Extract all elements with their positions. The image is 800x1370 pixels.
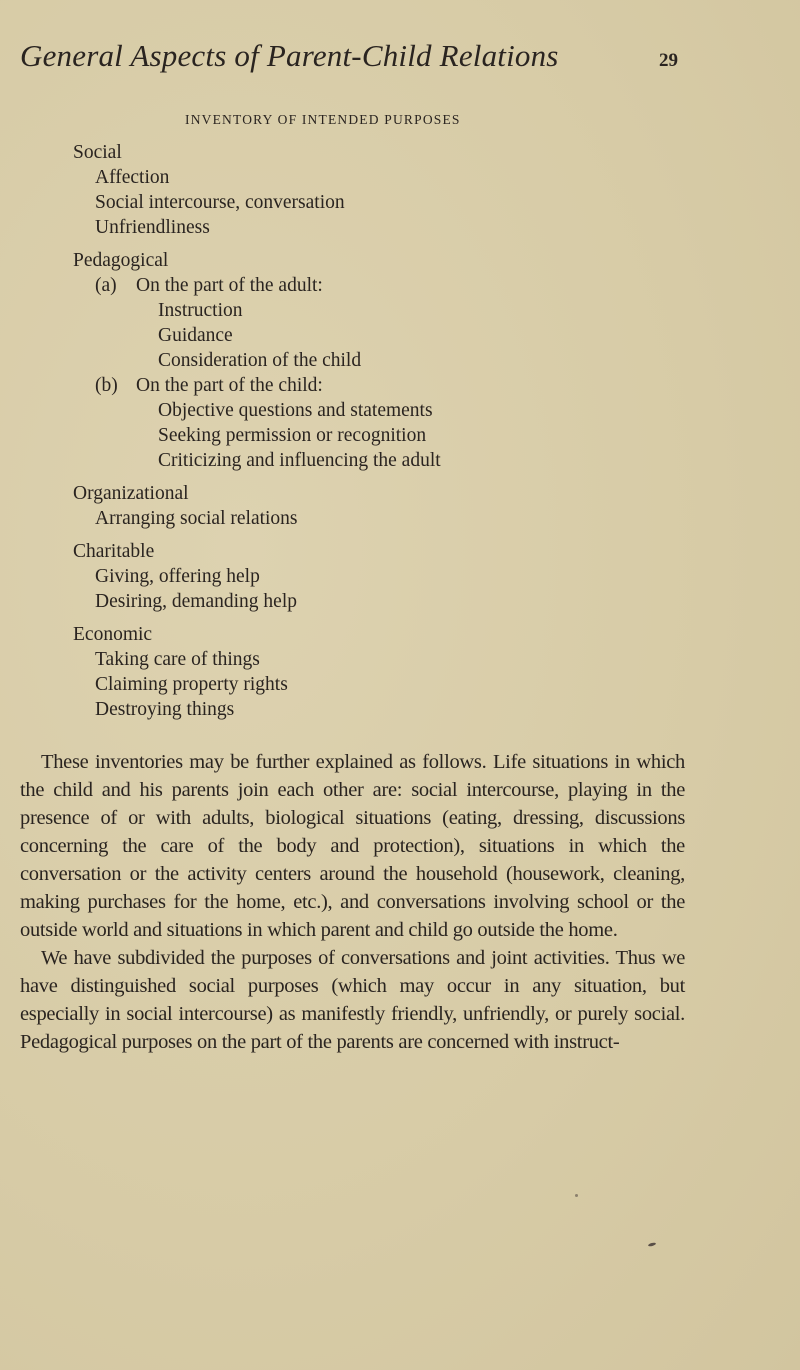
list-item: Criticizing and influencing the adult — [158, 450, 441, 471]
body-text — [20, 748, 685, 1056]
category-title: Pedagogical — [73, 250, 169, 271]
category-social — [73, 140, 673, 240]
list-item: Objective questions and statements — [158, 400, 433, 421]
list-item: Social intercourse, conversation — [95, 192, 345, 213]
list-item: Seeking permission or recognition — [158, 425, 427, 446]
paragraph: We have subdivided the purposes of conversations and joint activities. Thus we have distinguished social purposes (which may occur in any situation, but especially in social intercourse) as manifestly friendly, unfriendly, or purely social. Pedagogical purposes on the part of the parents are concerned with instruct- — [20, 947, 685, 1053]
category-title: Organizational — [73, 483, 189, 504]
inventory-list — [73, 140, 673, 722]
running-head — [20, 38, 700, 74]
list-item: Affection — [95, 167, 170, 188]
list-item: Guidance — [158, 325, 233, 346]
paper-speck — [648, 1242, 657, 1247]
category-charitable — [73, 539, 673, 614]
subgroup-marker: (a) — [95, 275, 117, 296]
category-title: Charitable — [73, 541, 155, 562]
list-item: Destroying things — [95, 699, 235, 720]
subgroup-child — [73, 373, 673, 398]
list-item: Unfriendliness — [95, 217, 210, 238]
subgroup-marker: (b) — [95, 375, 118, 396]
inventory-heading: INVENTORY OF INTENDED PURPOSES — [185, 112, 461, 127]
list-item: Consideration of the child — [158, 350, 362, 371]
category-economic — [73, 622, 673, 722]
list-item: Claiming property rights — [95, 674, 288, 695]
category-title: Social — [73, 142, 122, 163]
list-item: Giving, offering help — [95, 566, 260, 587]
running-title: General Aspects of Parent-Child Relations — [20, 38, 559, 73]
paper-speck — [575, 1194, 578, 1197]
subgroup-adult — [73, 273, 673, 298]
subgroup-label: On the part of the child: — [136, 375, 323, 396]
list-item: Desiring, demanding help — [95, 591, 297, 612]
list-item: Arranging social relations — [95, 508, 298, 529]
list-item: Instruction — [158, 300, 243, 321]
category-organizational — [73, 481, 673, 531]
category-pedagogical — [73, 248, 673, 473]
paragraph: These inventories may be further explained as follows. Life situations in which the child and his parents join each other are: social intercourse, playing in the presence of or with adults, biological situations (eating, dressing, discussions concerning the care of the body and protection), situations in which the conversation or the activity centers around the household (housework, cleaning, making purchases for the home, etc.), and conversations involving school or the outside world and situations in which parent and child go outside the home. — [20, 751, 685, 941]
page-number: 29 — [659, 50, 678, 71]
list-item: Taking care of things — [95, 649, 260, 670]
category-title: Economic — [73, 624, 153, 645]
subgroup-label: On the part of the adult: — [136, 275, 323, 296]
